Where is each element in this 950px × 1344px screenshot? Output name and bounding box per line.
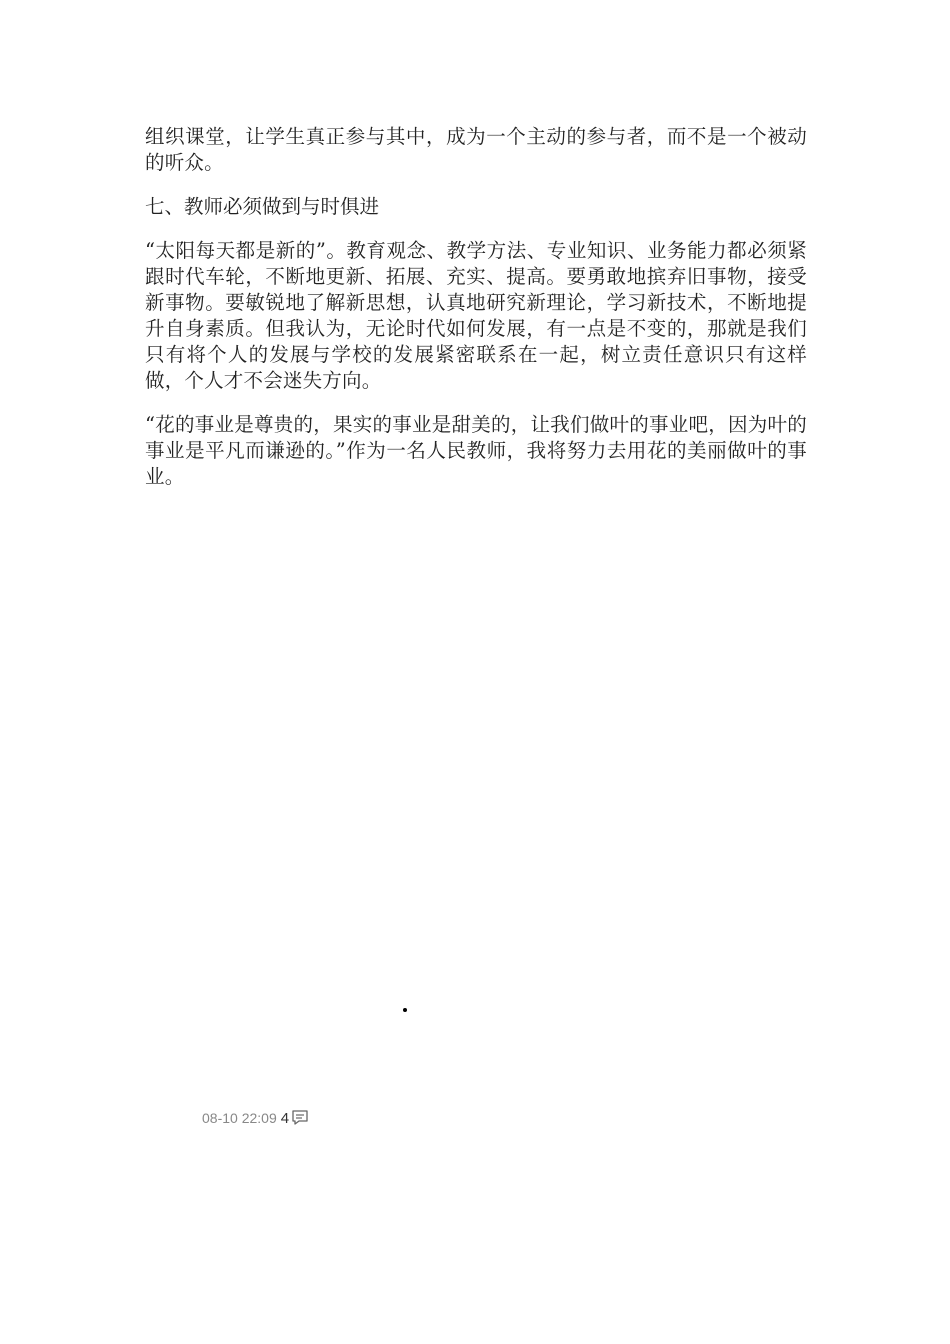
comment-count[interactable]: 4 [280,1109,290,1127]
paragraph-leaf: “花的事业是尊贵的，果实的事业是甜美的，让我们做叶的事业吧，因为叶的事业是平凡而谦逊的。”作为一名人民教师，我将努力去用花的美丽做叶的事业。 [145,413,807,488]
paragraph-intro: 组织课堂，让学生真正参与其中，成为一个主动的参与者，而不是一个被动的听众。 [145,125,807,174]
document-body [145,124,807,508]
post-meta [202,1109,309,1127]
section-heading: 七、教师必须做到与时俱进 [145,195,380,218]
paragraph-sun: “太阳每天都是新的”。教育观念、教学方法、专业知识、业务能力都必须紧跟时代车轮，不断地更新、拓展、充实、提高。要勇敢地摈弃旧事物，接受新事物。要敏锐地了解新思想，认真地研究新理论，学习新技术，不断地提升自身素质。但我认为，无论时代如何发展，有一点是不变的，那就是我们只有将个人的发展与学校的发展紧密联系在一起，树立责任意识只有这样做，个人才不会迷失方向。 [145,239,807,392]
post-timestamp: 08-10 22:09 [202,1110,277,1126]
comment-icon[interactable] [291,1109,309,1127]
bullet-dot [403,1008,407,1012]
